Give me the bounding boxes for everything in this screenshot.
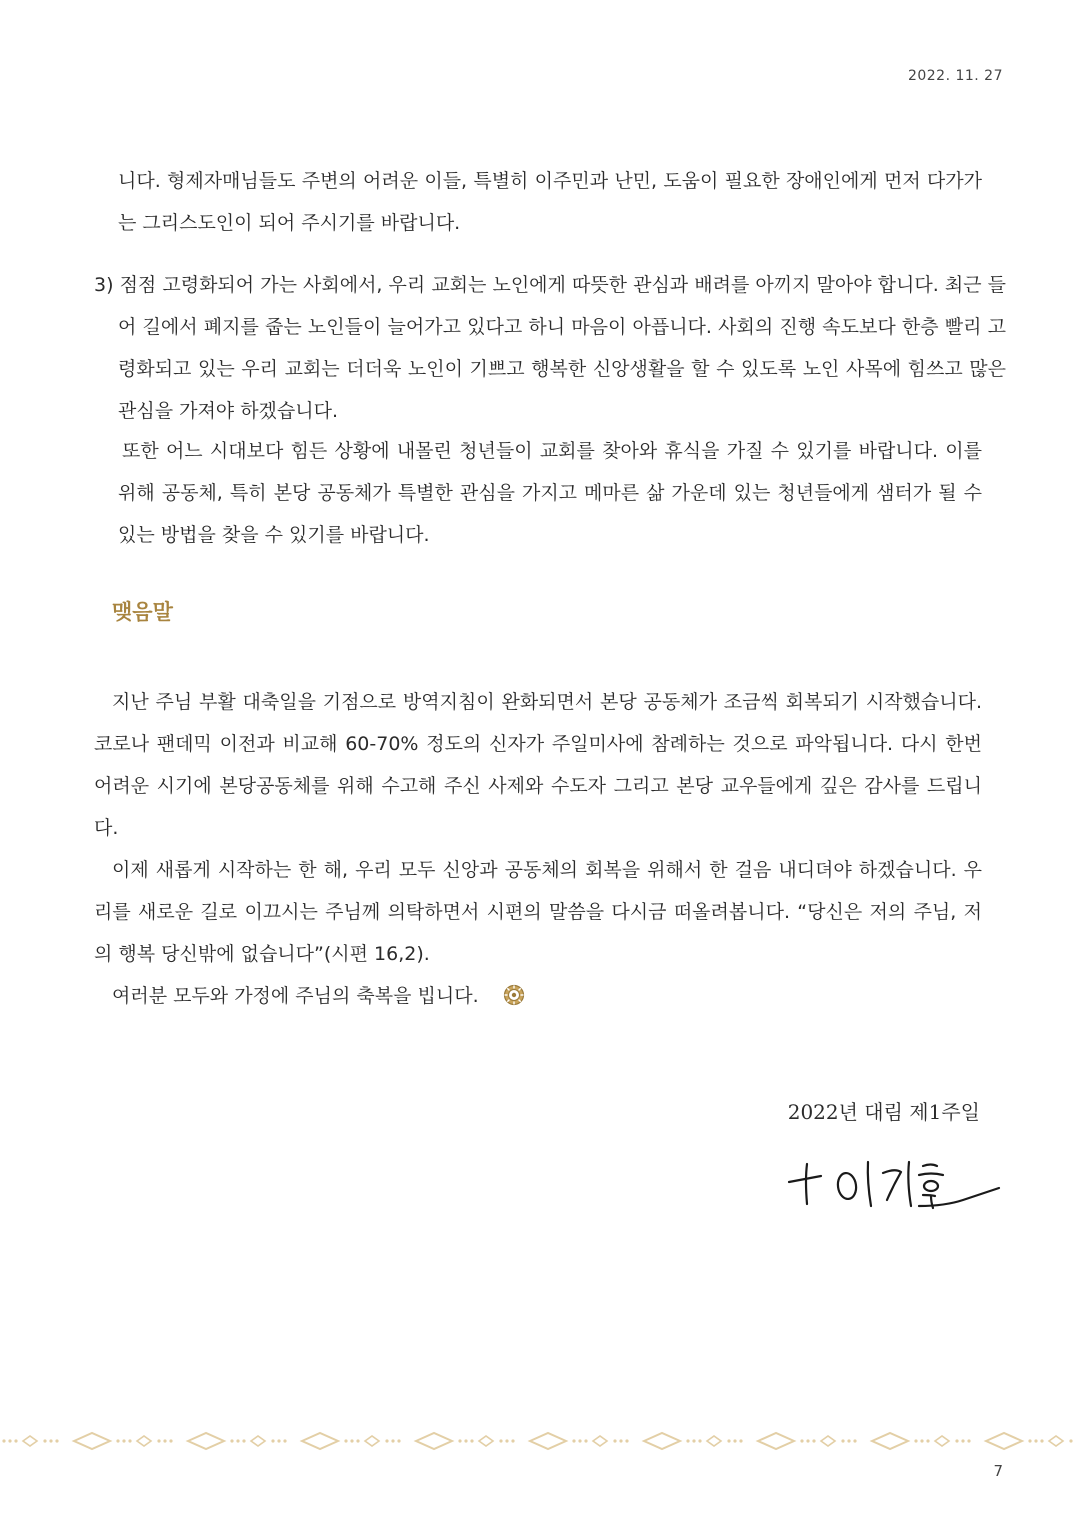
ornament-dot <box>43 1439 46 1442</box>
ornament-dot <box>698 1439 701 1442</box>
ornament-large-diamond <box>872 1433 908 1449</box>
ornament-dot <box>511 1439 514 1442</box>
ornament-dot <box>955 1439 958 1442</box>
ornament-small-diamond <box>365 1436 379 1446</box>
ornament-dot <box>277 1439 280 1442</box>
signature-date-line: 2022년 대림 제1주일 <box>787 1100 980 1124</box>
ornament-large-diamond <box>986 1433 1022 1449</box>
ornament-large-diamond <box>416 1433 452 1449</box>
ornament-dot <box>163 1439 166 1442</box>
ornament-dot <box>8 1439 11 1442</box>
ornament-dot <box>914 1439 917 1442</box>
emblem-icon <box>485 979 525 1021</box>
ornament-dot <box>1028 1439 1031 1442</box>
ornament-small-diamond <box>821 1436 835 1446</box>
ornament-dot <box>2 1439 5 1442</box>
page-number: 7 <box>993 1462 1003 1480</box>
ornament-dot <box>14 1439 17 1442</box>
ornament-small-diamond <box>23 1436 37 1446</box>
ornament-small-diamond <box>137 1436 151 1446</box>
ornament-small-diamond <box>1049 1436 1063 1446</box>
ornament-dot <box>841 1439 844 1442</box>
diamond-border-ornament <box>0 1426 1075 1460</box>
closing-heading: 맺음말 <box>112 600 173 624</box>
ornament-small-diamond <box>593 1436 607 1446</box>
ornament-dot <box>505 1439 508 1442</box>
ornament-dot <box>116 1439 119 1442</box>
ornament-dot <box>572 1439 575 1442</box>
ornament-dot <box>692 1439 695 1442</box>
ornament-dot <box>806 1439 809 1442</box>
ornament-dot <box>1069 1439 1072 1442</box>
ornament-dot <box>464 1439 467 1442</box>
ornament-dot <box>344 1439 347 1442</box>
ornament-dot <box>920 1439 923 1442</box>
ornament-dot <box>470 1439 473 1442</box>
item-3-youth: 또한 어느 시대보다 힘든 상황에 내몰린 청년들이 교회를 찾아와 휴식을 가질 수 있기를 바랍니다. 이를 위해 공동체, 특히 본당 공동체가 특별한 관심을 가지고 메마른 삶 가운데 있는 청년들에게 샘터가 될 수 있는 방법을 찾을 수 있기를 바랍니다. <box>118 440 982 546</box>
ornament-dot <box>283 1439 286 1442</box>
ornament-dot <box>584 1439 587 1442</box>
ornament-small-diamond <box>707 1436 721 1446</box>
ornament-dot <box>397 1439 400 1442</box>
ornament-dot <box>356 1439 359 1442</box>
ornament-dot <box>499 1439 502 1442</box>
ornament-dot <box>686 1439 689 1442</box>
ornament-dot <box>49 1439 52 1442</box>
ornament-large-diamond <box>530 1433 566 1449</box>
ornament-dot <box>847 1439 850 1442</box>
ornament-dot <box>391 1439 394 1442</box>
ornament-large-diamond <box>758 1433 794 1449</box>
ornament-dot <box>1034 1439 1037 1442</box>
ornament-dot <box>128 1439 131 1442</box>
ornament-dot <box>619 1439 622 1442</box>
closing-paragraph-1: 지난 주님 부활 대축일을 기점으로 방역지침이 완화되면서 본당 공동체가 조금씩 회복되기 시작했습니다. 코로나 팬데믹 이전과 비교해 60-70% 정도의 신자가 주일미사에 참례하는 것으로 파악됩니다. 다시 한번 어려운 시기에 본당공동체를 위해 수고해 주신 사제와 수도자 그리고 본당 교우들에게 깊은 감사를 드립니다. <box>94 691 982 839</box>
closing-paragraph-2: 이제 새롭게 시작하는 한 해, 우리 모두 신앙과 공동체의 회복을 위해서 한 걸음 내디뎌야 하겠습니다. 우리를 새로운 길로 이끄시는 주님께 의탁하면서 시편의 말씀을 다시금 떠올려봅니다. “당신은 저의 주님, 저의 행복 당신밖에 없습니다”(시편 16,2). <box>94 859 982 965</box>
ornament-dot <box>578 1439 581 1442</box>
ornament-dot <box>157 1439 160 1442</box>
ornament-dot <box>242 1439 245 1442</box>
ornament-dot <box>853 1439 856 1442</box>
ornament-dot <box>926 1439 929 1442</box>
closing-paragraph-3 <box>94 975 982 1021</box>
ornament-dot <box>350 1439 353 1442</box>
ornament-dot <box>230 1439 233 1442</box>
ornament-large-diamond <box>74 1433 110 1449</box>
ornament-dot <box>169 1439 172 1442</box>
ornament-dot <box>967 1439 970 1442</box>
blessing-text: 여러분 모두와 가정에 주님의 축복을 빕니다. <box>112 985 479 1007</box>
ornament-dot <box>458 1439 461 1442</box>
ornament-large-diamond <box>644 1433 680 1449</box>
ornament-dot <box>122 1439 125 1442</box>
ornament-dot <box>733 1439 736 1442</box>
ornament-large-diamond <box>188 1433 224 1449</box>
ornament-dot <box>385 1439 388 1442</box>
ornament-dot <box>1040 1439 1043 1442</box>
ornament-small-diamond <box>251 1436 265 1446</box>
ornament-dot <box>961 1439 964 1442</box>
ornament-dot <box>800 1439 803 1442</box>
ornament-dot <box>727 1439 730 1442</box>
ornament-dot <box>812 1439 815 1442</box>
ornament-small-diamond <box>479 1436 493 1446</box>
ornament-large-diamond <box>302 1433 338 1449</box>
ornament-small-diamond <box>935 1436 949 1446</box>
ornament-dot <box>236 1439 239 1442</box>
ornament-dot <box>613 1439 616 1442</box>
ornament-dot <box>55 1439 58 1442</box>
header-date: 2022. 11. 27 <box>907 68 1003 84</box>
intro-continuation: 니다. 형제자매님들도 주변의 어려운 이들, 특별히 이주민과 난민, 도움이 필요한 장애인에게 먼저 다가가는 그리스도인이 되어 주시기를 바랍니다. <box>118 170 982 234</box>
ornament-dot <box>739 1439 742 1442</box>
ornament-dot <box>271 1439 274 1442</box>
signature-image <box>785 1148 1005 1222</box>
ornament-dot <box>625 1439 628 1442</box>
item-3-text: 3) 점점 고령화되어 가는 사회에서, 우리 교회는 노인에게 따뜻한 관심과 배려를 아끼지 말아야 합니다. 최근 들어 길에서 폐지를 줍는 노인들이 늘어가고 있다고 하니 마음이 아픕니다. 사회의 진행 속도보다 한층 빨리 고령화되고 있는 우리 교회는 더더욱 노인이 기쁘고 행복한 신앙생활을 할 수 있도록 노인 사목에 힘쓰고 많은 관심을 가져야 하겠습니다. <box>94 274 1006 422</box>
